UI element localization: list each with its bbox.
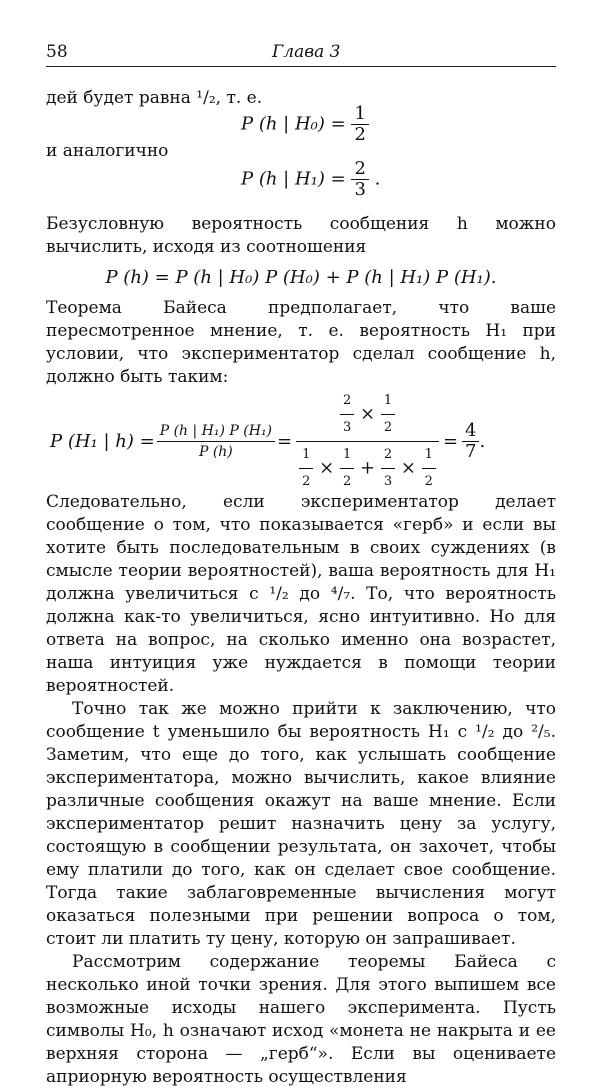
fraction [381,388,395,441]
text-line: дей будет равна ¹/₂, т. е. [46,88,263,108]
denominator: 3 [342,419,352,435]
denominator: 2 [383,419,393,435]
fraction [422,442,436,495]
text-line: и аналогично [46,141,169,161]
paragraph-2: Теорема Байеса предполагает, что ваше пересмотренное мнение, т. е. вероятность H₁ при условии, что экспериментатор сделал сообщение h, должно быть таким: [46,298,556,387]
numerator: 2 [381,442,395,469]
paragraph-1: Безусловную вероятность сообщения h можно вычислить, исходя из соотношения [46,214,556,257]
eq1-lhs: P (h | H₀) = [241,113,346,135]
running-header [46,42,556,67]
eq4-big-fraction [296,388,439,495]
eq4-fraction-1 [157,421,275,462]
book-page [46,42,556,1089]
equation-2 [241,159,556,209]
times-sign: × [400,457,416,478]
numerator: 1 [340,442,354,469]
numerator: 1 [381,388,395,415]
numerator: 1 [422,442,436,469]
eq4-f1-denominator: P (h) [198,443,233,460]
eq4-result-denominator: 7 [465,440,477,462]
eq1-denominator: 2 [354,124,366,145]
eq2-denominator: 3 [354,179,366,200]
eq4-equals-2: = [442,430,459,452]
denominator: 2 [342,473,352,489]
eq4-result-fraction [462,421,479,462]
equation-3: P (h) = P (h | H₀) P (H₀) + P (h | H₁) P (H₁). [105,267,497,288]
eq4-period: . [479,430,486,452]
eq1-fraction [351,104,368,145]
paragraph-4: Точно так же можно прийти к заключению, что сообщение t уменьшило бы вероятность H₁ с ¹/₂ до ²/₅. Заметим, что еще до того, как услышать сообщение экспериментатора, можно вычислить, какое влияние различные сообщения окажут на ваше мнение. Если экспериментатор решит назначить цену за услугу, состоящую в сообщении результата, он захочет, чтобы ему платили до того, как он сделает свое сообщение. Тогда такие заблаговременные вычисления могут оказаться полезными при решении вопроса о том, стоит ли платить ту цену, которую он запрашивает. [46,699,556,949]
times-sign: × [359,403,376,424]
numerator: 1 [299,442,313,469]
eq4-equals: = [277,430,293,452]
eq2-fraction [351,159,368,200]
fraction [381,442,395,495]
denominator: 3 [383,473,393,489]
eq4-big-denominator [296,442,439,495]
fraction [340,388,354,441]
eq2-numerator: 2 [351,159,368,180]
eq4-lhs: P (H₁ | h) = [50,430,155,452]
equation-4-bayes [50,392,556,489]
eq4-f1-numerator: P (h | H₁) P (H₁) [157,421,275,442]
denominator: 2 [302,473,311,489]
times-sign: × [319,457,335,478]
numerator: 2 [340,388,354,415]
eq2-period: . [374,168,381,190]
paragraph-5: Рассмотрим содержание теоремы Байеса с несколько иной точки зрения. Для этого выпишем все возможные исходы нашего эксперимента. Пусть символы H₀, h означают исход «монета не накрыта и ее верхняя сторона — „герб“». Если вы оцениваете априорную вероятность осуществления [46,952,556,1087]
page-number: 58 [46,42,68,62]
eq4-result-numerator: 4 [462,421,479,442]
denominator: 2 [424,473,433,489]
eq4-big-numerator [296,388,439,442]
eq2-lhs: P (h | H₁) = [241,168,346,190]
chapter-title: Глава 3 [272,42,341,62]
fraction [299,442,313,495]
eq1-numerator: 1 [351,104,368,125]
paragraph-3: Следовательно, если экспериментатор делает сообщение о том, что показывается «герб» и если вы хотите быть последовательным в своих суждениях (в смысле теории вероятностей), ваша вероятность для H₁ должна увеличиться с ¹/₂ до ⁴/₇. То, что вероятность должна как-то увеличиться, ясно интуитивно. Но для ответа на вопрос, на сколько именно она возрастет, наша интуиция уже нуждается в помощи теории вероятностей. [46,492,556,696]
plus-sign: + [359,457,376,478]
fraction [340,442,354,495]
